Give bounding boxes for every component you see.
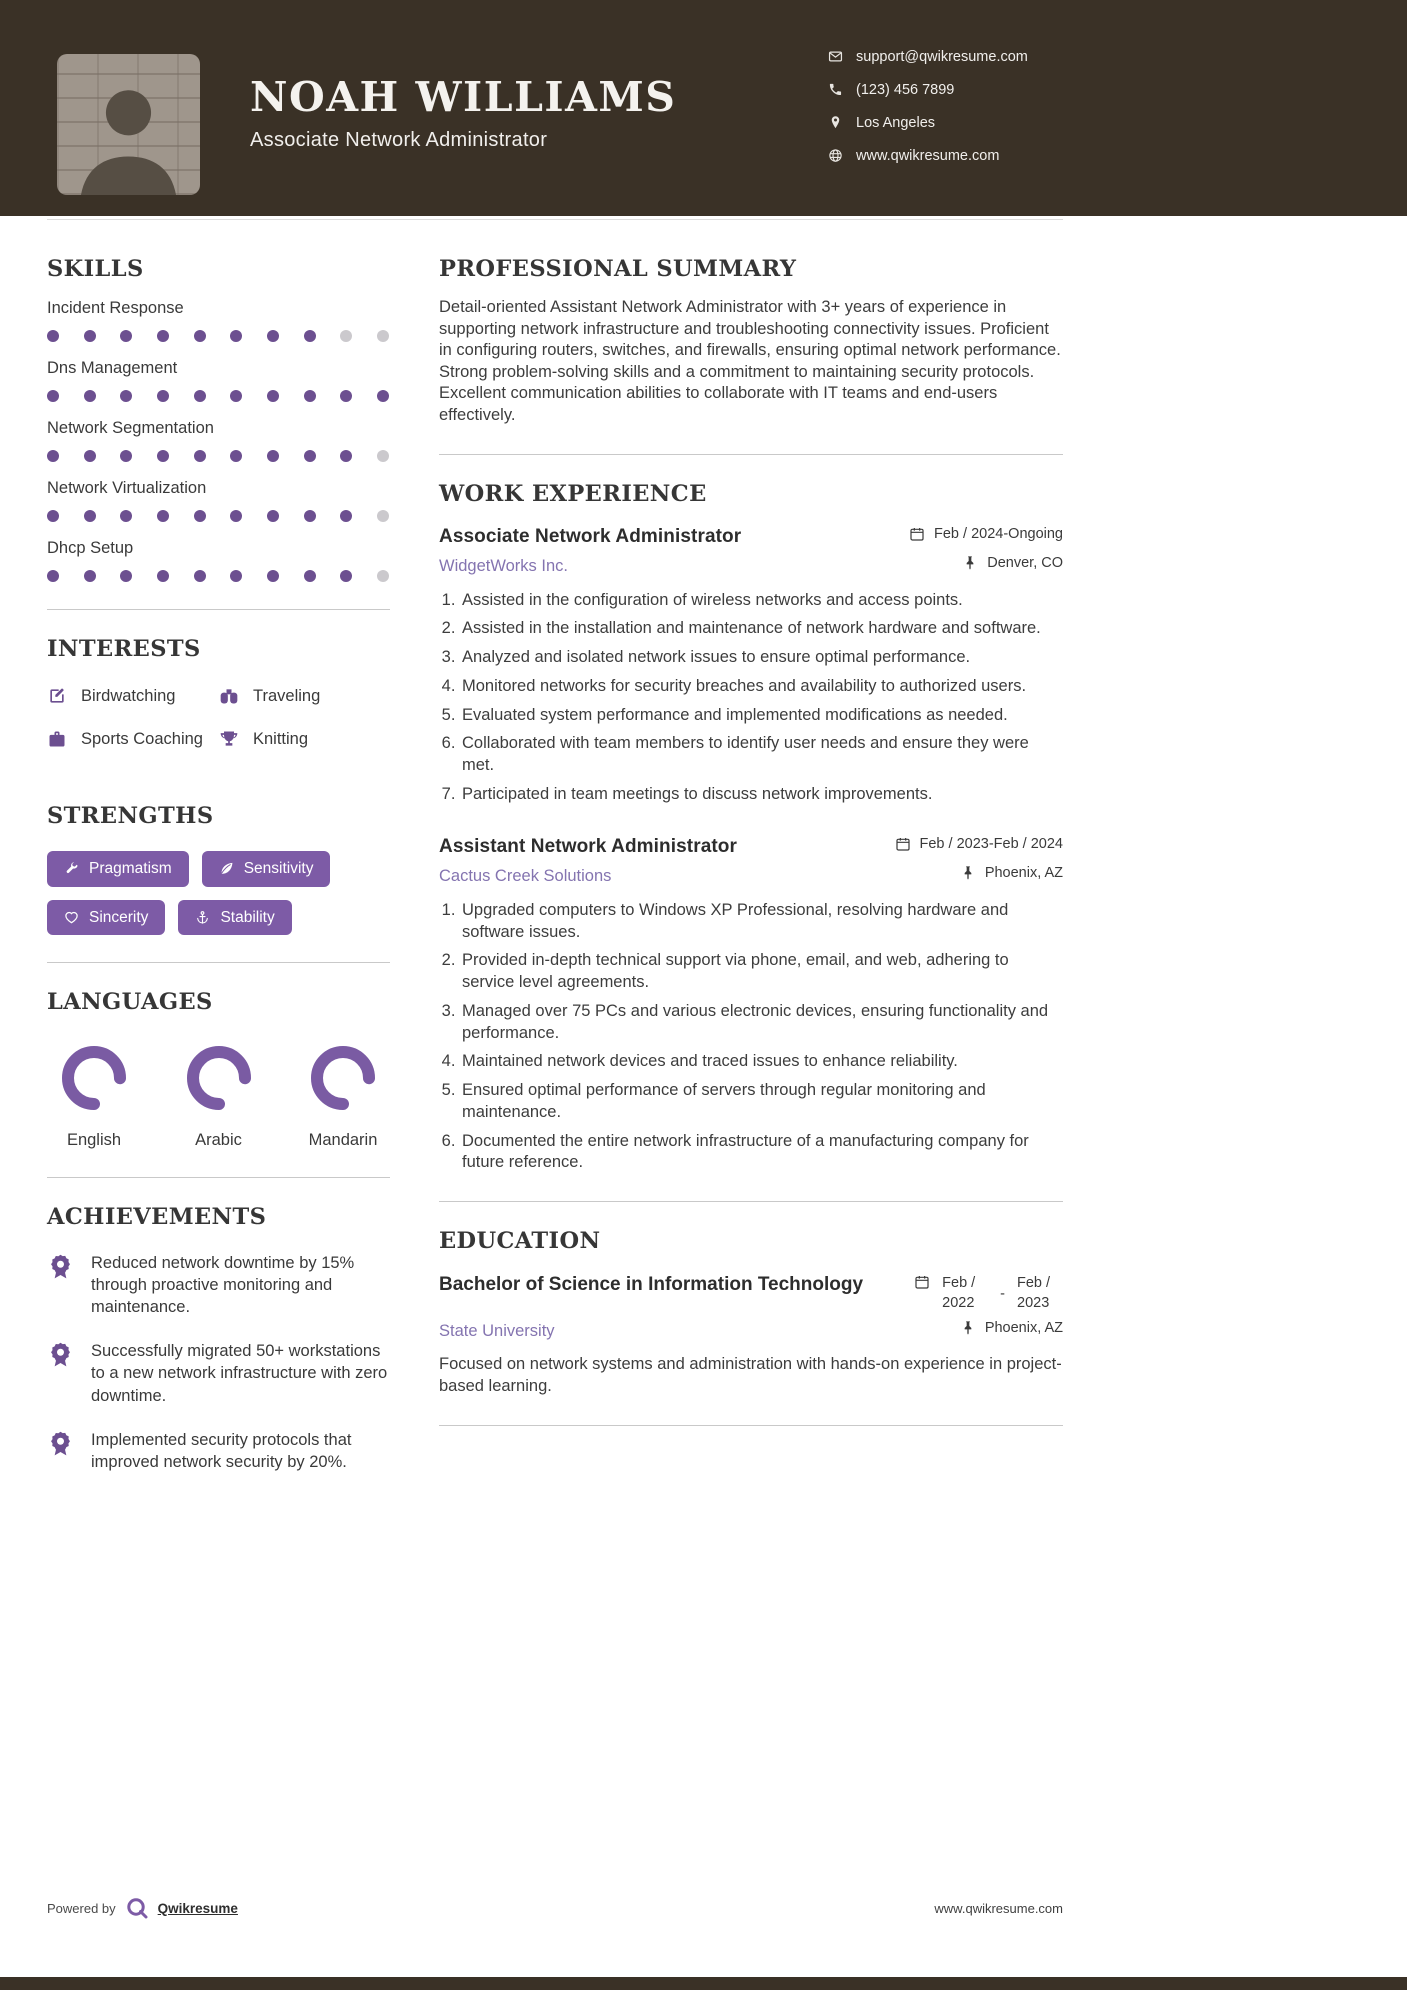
powered-by — [47, 1896, 238, 1920]
achievement-item — [47, 1429, 390, 1473]
skill-dot — [47, 510, 59, 522]
skill-dot — [120, 450, 132, 462]
location-pin-icon — [828, 115, 843, 130]
achievement-item — [47, 1340, 390, 1406]
footer — [47, 1896, 1063, 1920]
job-location — [960, 865, 1063, 881]
left-column — [47, 256, 390, 1473]
language-item — [59, 1043, 129, 1150]
education-dates — [914, 1274, 1063, 1313]
profile-photo — [57, 54, 200, 195]
skill-rating — [47, 570, 390, 582]
skill-dot — [157, 450, 169, 462]
skill-dot — [340, 390, 352, 402]
skill-dot — [194, 510, 206, 522]
skill-dot — [230, 330, 242, 342]
achievement-item — [47, 1252, 390, 1318]
education-title-row — [439, 1273, 1063, 1313]
heart-icon — [64, 910, 79, 925]
job-location-text: Phoenix, AZ — [984, 864, 1063, 881]
experience-section — [439, 481, 1063, 1175]
header — [0, 0, 1407, 216]
section-divider — [439, 1201, 1063, 1202]
job-company-row — [439, 860, 1063, 886]
contact-website — [828, 139, 1028, 172]
strengths-pills — [47, 851, 390, 935]
skill-dot — [267, 330, 279, 342]
education-date-start: Feb / 2022 — [942, 1275, 976, 1311]
job-title-row — [439, 836, 1063, 858]
summary-section — [439, 256, 1063, 427]
education-date-separator: - — [1000, 1285, 1005, 1302]
language-item — [308, 1043, 378, 1150]
skill-dot — [267, 570, 279, 582]
skill-name: Network Segmentation — [47, 419, 214, 437]
skill-dot — [120, 510, 132, 522]
contact-email-text[interactable]: support@qwikresume.com — [856, 48, 1028, 65]
skill-dot — [47, 570, 59, 582]
phone-icon — [828, 82, 843, 97]
skill-rating — [47, 450, 390, 462]
calendar-icon — [914, 1274, 930, 1290]
skill-dot — [120, 390, 132, 402]
binoculars-icon — [219, 686, 239, 706]
education-location-text: Phoenix, AZ — [984, 1320, 1063, 1337]
section-divider — [47, 1177, 390, 1178]
skill-dot — [84, 570, 96, 582]
interest-item — [47, 686, 219, 706]
language-donut-chart — [184, 1043, 254, 1113]
skill-dot — [304, 390, 316, 402]
achievement-text: Implemented security protocols that improved network security by 20%. — [91, 1430, 352, 1471]
interest-label: Knitting — [253, 729, 309, 748]
calendar-icon — [909, 526, 925, 542]
skill-dot — [194, 450, 206, 462]
job-bullet: 1. Upgraded computers to Windows XP Professional, resolving hardware and software issues. — [460, 900, 1063, 944]
compose-icon — [47, 686, 67, 706]
strength-pill — [47, 900, 165, 936]
skill-dot — [157, 510, 169, 522]
strength-label: Sensitivity — [243, 860, 314, 877]
skill-dot — [304, 510, 316, 522]
skill-name: Dns Management — [47, 359, 178, 377]
skill-dot — [377, 450, 389, 462]
powered-by-label: Powered by — [47, 1900, 116, 1916]
strength-label: Sincerity — [89, 908, 149, 926]
bottom-bar — [0, 1977, 1407, 1990]
education-location — [960, 1320, 1063, 1336]
skill-dot — [84, 390, 96, 402]
person-silhouette — [57, 62, 200, 195]
pushpin-icon — [960, 865, 976, 881]
main-content — [0, 216, 1407, 1473]
job-bullet: 6. Collaborated with team members to identify user needs and ensure they were met. — [460, 733, 1063, 777]
language-donut-chart — [59, 1043, 129, 1113]
job-entry — [439, 526, 1063, 806]
skill-dot — [194, 330, 206, 342]
job-bullet: 6. Documented the entire network infrastructure of a manufacturing company for future reference. — [460, 1131, 1063, 1175]
skills-section — [47, 256, 390, 582]
skill-name: Incident Response — [47, 299, 184, 317]
skill-item — [47, 419, 390, 462]
job-dates-text: Feb / 2023-Feb / 2024 — [919, 835, 1063, 852]
strength-pill — [178, 900, 291, 936]
skill-dot — [377, 510, 389, 522]
job-dates-text: Feb / 2024-Ongoing — [934, 525, 1063, 542]
skill-dot — [230, 510, 242, 522]
language-label: English — [66, 1131, 122, 1149]
skill-dot — [377, 570, 389, 582]
education-section — [439, 1228, 1063, 1397]
skill-dot — [120, 330, 132, 342]
job-bullet: 3. Managed over 75 PCs and various electronic devices, ensuring functionality and performance. — [460, 1001, 1063, 1045]
language-label: Arabic — [195, 1131, 242, 1149]
skill-dot — [230, 450, 242, 462]
strengths-section — [47, 803, 390, 935]
experience-heading: WORK EXPERIENCE — [439, 480, 707, 507]
job-dates — [895, 836, 1064, 852]
right-column — [439, 256, 1063, 1473]
job-dates — [909, 526, 1063, 542]
skill-dot — [267, 390, 279, 402]
skill-dot — [340, 570, 352, 582]
job-bullet: 5. Ensured optimal performance of servers through regular monitoring and maintenance. — [460, 1080, 1063, 1124]
job-bullet: 3. Analyzed and isolated network issues to ensure optimal performance. — [460, 647, 1063, 669]
contact-list — [828, 40, 1028, 172]
skill-dot — [267, 450, 279, 462]
achievements-heading: ACHIEVEMENTS — [47, 1204, 267, 1230]
leaf-icon — [219, 861, 234, 876]
job-bullet: 5. Evaluated system performance and implemented modifications as needed. — [460, 705, 1063, 727]
job-bullet: 4. Monitored networks for security breaches and availability to authorized users. — [460, 676, 1063, 698]
skill-dot — [157, 330, 169, 342]
skill-dot — [47, 330, 59, 342]
skill-dot — [304, 330, 316, 342]
degree-title: Bachelor of Science in Information Technology — [439, 1274, 864, 1296]
pushpin-icon — [962, 555, 978, 571]
interest-item — [219, 729, 390, 749]
skill-item — [47, 479, 390, 522]
job-company: Cactus Creek Solutions — [439, 866, 612, 885]
skill-item — [47, 539, 390, 582]
language-item — [184, 1043, 254, 1150]
award-ribbon-icon — [47, 1341, 74, 1368]
skill-name: Dhcp Setup — [47, 539, 134, 557]
skill-dot — [47, 450, 59, 462]
skill-dot — [230, 570, 242, 582]
interest-label: Sports Coaching — [81, 729, 203, 748]
job-location-text: Denver, CO — [987, 554, 1063, 571]
strengths-heading: STRENGTHS — [47, 803, 214, 829]
strength-pill — [202, 851, 331, 887]
footer-website[interactable]: www.qwikresume.com — [934, 1900, 1063, 1916]
education-entry — [439, 1273, 1063, 1397]
anchor-icon — [195, 910, 210, 925]
job-title-row — [439, 526, 1063, 548]
strength-label: Pragmatism — [89, 860, 172, 877]
achievements-section — [47, 1204, 390, 1473]
skill-name: Network Virtualization — [47, 479, 207, 497]
achievement-text: Reduced network downtime by 15% through proactive monitoring and maintenance. — [91, 1254, 355, 1317]
skills-heading: SKILLS — [47, 256, 144, 282]
languages-section — [47, 989, 390, 1150]
skill-dot — [340, 330, 352, 342]
language-donut-chart — [308, 1043, 378, 1113]
school-name: State University — [439, 1322, 555, 1341]
interests-heading: INTERESTS — [47, 636, 201, 662]
person-name: NOAH WILLIAMS — [250, 73, 677, 121]
name-block — [250, 73, 677, 152]
award-ribbon-icon — [47, 1430, 74, 1457]
skill-dot — [340, 510, 352, 522]
qwikresume-logo-icon — [125, 1896, 149, 1920]
skill-dot — [377, 390, 389, 402]
skill-item — [47, 359, 390, 402]
summary-text: Detail-oriented Assistant Network Administrator with 3+ years of experience in supporting network infrastructure and troubleshooting connectivity issues. Proficient in configuring routers, switches, and firewalls, ensuring optimal network performance. Strong problem-solving skills and a commitment to maintaining security protocols. Excellent communication abilities to collaborate with IT teams and end-users effectively. — [439, 298, 1061, 425]
interest-item — [219, 686, 390, 706]
globe-icon — [828, 148, 843, 163]
achievement-text: Successfully migrated 50+ workstations to a new network infrastructure with zero downtime. — [91, 1342, 388, 1405]
contact-website-text[interactable]: www.qwikresume.com — [856, 147, 1000, 164]
interests-section — [47, 636, 390, 749]
summary-heading: PROFESSIONAL SUMMARY — [439, 256, 797, 282]
job-bullet: 2. Assisted in the installation and maintenance of network hardware and software. — [460, 618, 1063, 640]
strength-pill — [47, 851, 189, 887]
contact-phone — [828, 73, 1028, 106]
skill-dot — [120, 570, 132, 582]
person-title: Associate Network Administrator — [250, 129, 548, 152]
skill-dot — [47, 390, 59, 402]
contact-phone-text: (123) 456 7899 — [856, 81, 955, 98]
trophy-icon — [219, 729, 239, 749]
skill-dot — [194, 390, 206, 402]
job-bullet: 7. Participated in team meetings to discuss network improvements. — [460, 784, 1063, 806]
skill-dot — [84, 330, 96, 342]
contact-location — [828, 106, 1028, 139]
skill-dot — [84, 450, 96, 462]
job-bullet: 4. Maintained network devices and traced issues to enhance reliability. — [460, 1051, 1063, 1073]
job-bullets — [439, 900, 1063, 1174]
education-school-row — [439, 1315, 1063, 1341]
skill-item — [47, 299, 390, 342]
section-divider — [47, 609, 390, 610]
job-title: Associate Network Administrator — [439, 525, 742, 547]
job-entry — [439, 836, 1063, 1174]
education-heading: EDUCATION — [439, 1228, 601, 1255]
job-title: Assistant Network Administrator — [439, 835, 738, 857]
skill-dot — [157, 390, 169, 402]
pushpin-icon — [960, 1320, 976, 1336]
award-ribbon-icon — [47, 1253, 74, 1280]
contact-email — [828, 40, 1028, 73]
email-icon — [828, 49, 843, 64]
skill-dot — [157, 570, 169, 582]
header-divider — [47, 219, 1063, 220]
skill-rating — [47, 390, 390, 402]
languages-heading: LANGUAGES — [47, 989, 213, 1015]
section-divider — [47, 962, 390, 963]
interest-label: Birdwatching — [81, 686, 176, 705]
language-label: Mandarin — [308, 1131, 378, 1149]
wrench-icon — [64, 861, 79, 876]
strength-label: Stability — [220, 908, 275, 926]
skill-rating — [47, 510, 390, 522]
job-company-row — [439, 550, 1063, 576]
education-date-end: Feb / 2023 — [1017, 1275, 1051, 1311]
contact-location-text: Los Angeles — [856, 114, 936, 131]
section-divider — [439, 454, 1063, 455]
skill-dot — [267, 510, 279, 522]
languages-list — [47, 1043, 390, 1150]
skill-dot — [304, 450, 316, 462]
interests-grid — [47, 686, 390, 749]
interest-item — [47, 729, 219, 749]
calendar-icon — [895, 836, 911, 852]
job-bullet: 1. Assisted in the configuration of wireless networks and access points. — [460, 590, 1063, 612]
skill-dot — [84, 510, 96, 522]
skill-dot — [340, 450, 352, 462]
briefcase-icon — [47, 729, 67, 749]
skill-dot — [194, 570, 206, 582]
skill-dot — [230, 390, 242, 402]
skill-dot — [377, 330, 389, 342]
interest-label: Traveling — [253, 686, 321, 705]
education-description: Focused on network systems and administration with hands-on experience in project-based learning. — [439, 1355, 1062, 1395]
section-divider — [439, 1425, 1063, 1426]
job-bullet: 2. Provided in-depth technical support via phone, email, and web, adhering to service level agreements. — [460, 950, 1063, 994]
qwikresume-brand-link[interactable]: Qwikresume — [157, 1900, 238, 1916]
skill-dot — [304, 570, 316, 582]
job-bullets — [439, 590, 1063, 806]
skill-rating — [47, 330, 390, 342]
job-company: WidgetWorks Inc. — [439, 556, 568, 575]
job-location — [962, 555, 1063, 571]
